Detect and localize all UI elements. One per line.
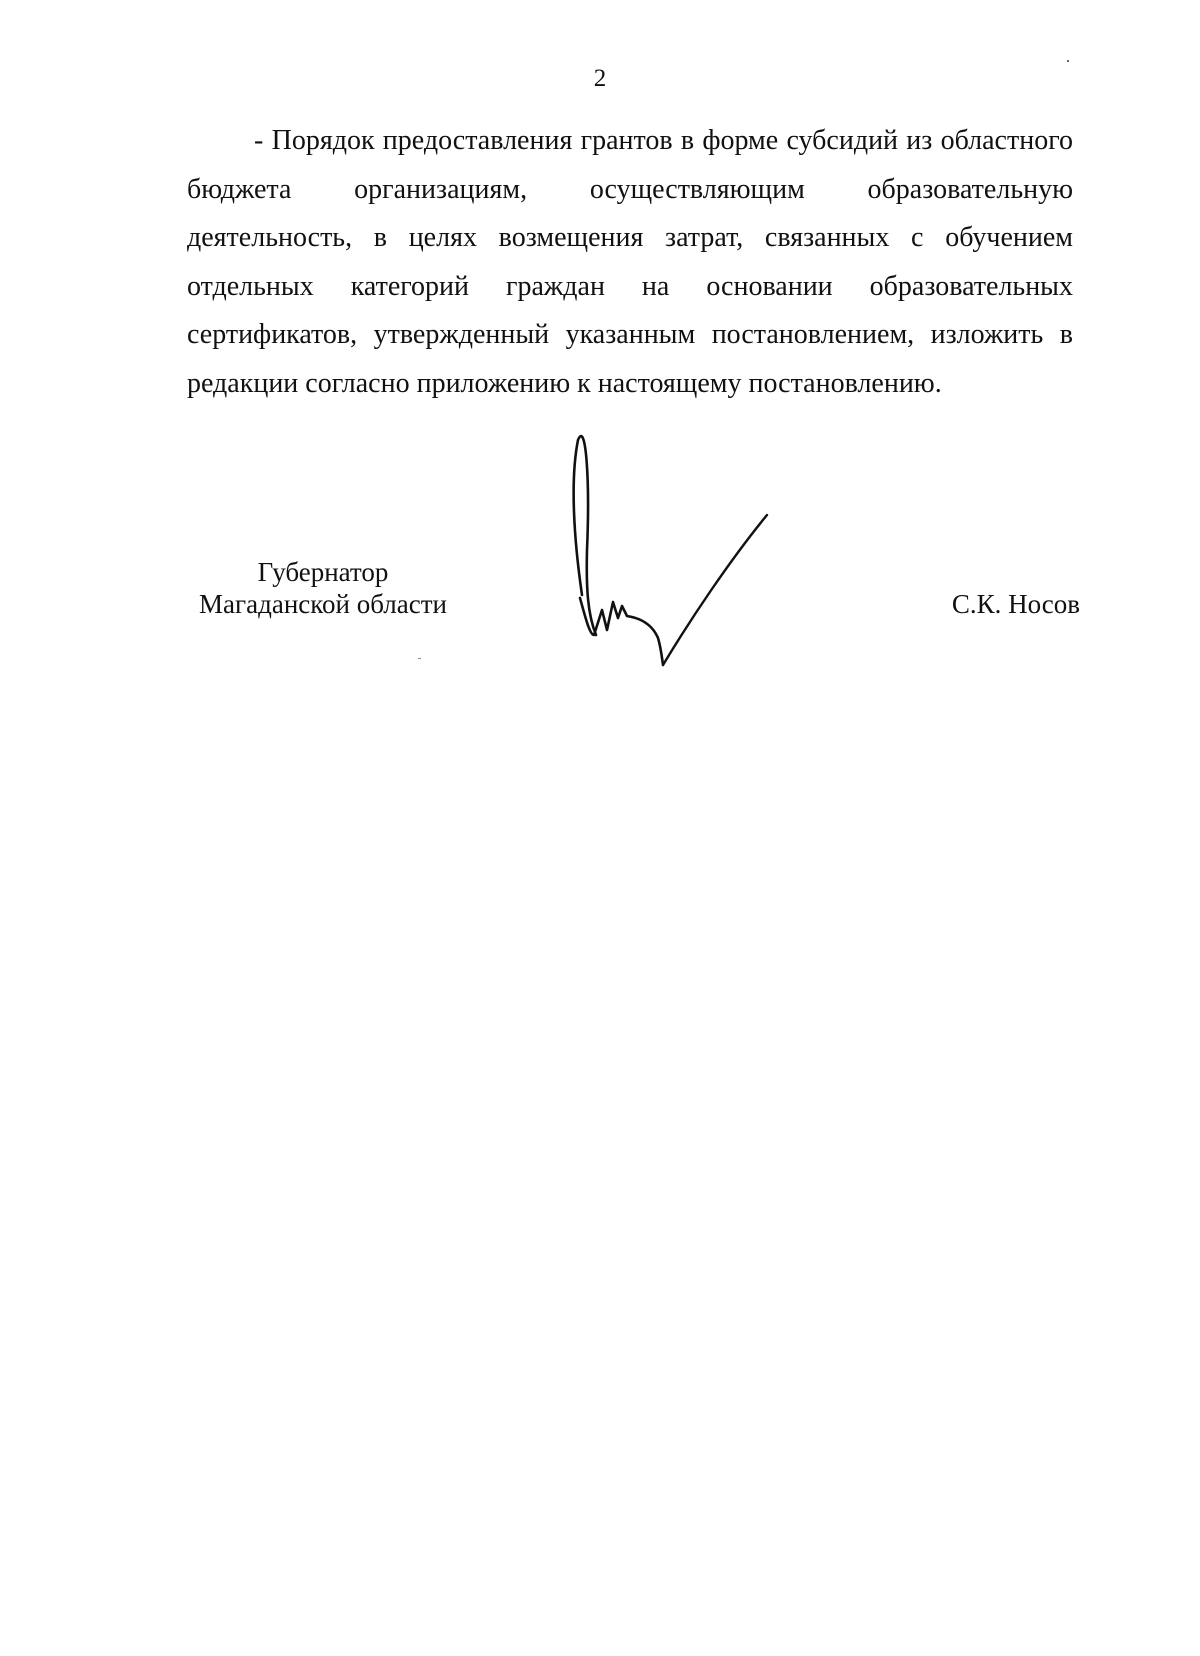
signer-title-line1: Губернатор <box>257 557 389 587</box>
signer-title <box>168 556 478 620</box>
page-number: 2 <box>593 65 607 92</box>
scan-speck <box>418 658 421 659</box>
signer-name: С.К. Носов <box>951 589 1080 619</box>
handwritten-signature <box>560 420 820 680</box>
signature-stroke-tail <box>663 515 767 665</box>
signature-stroke-zigzag <box>580 598 663 665</box>
body-paragraph: - Порядок предоставления грантов в форме субсидий из областного бюджета организациям, осуществляющим образовательную деятельность, в целях возмещения затрат, связанных с обучением отдельных категорий граждан на основании образовательных сертификатов, утвержденный указанным постановлением, изложить в редакции согласно приложению к настоящему постановлению. <box>187 125 1073 399</box>
signer-title-line2: Магаданской области <box>199 589 447 619</box>
signature-stroke-loop <box>574 436 596 635</box>
corner-dot <box>1067 60 1069 62</box>
